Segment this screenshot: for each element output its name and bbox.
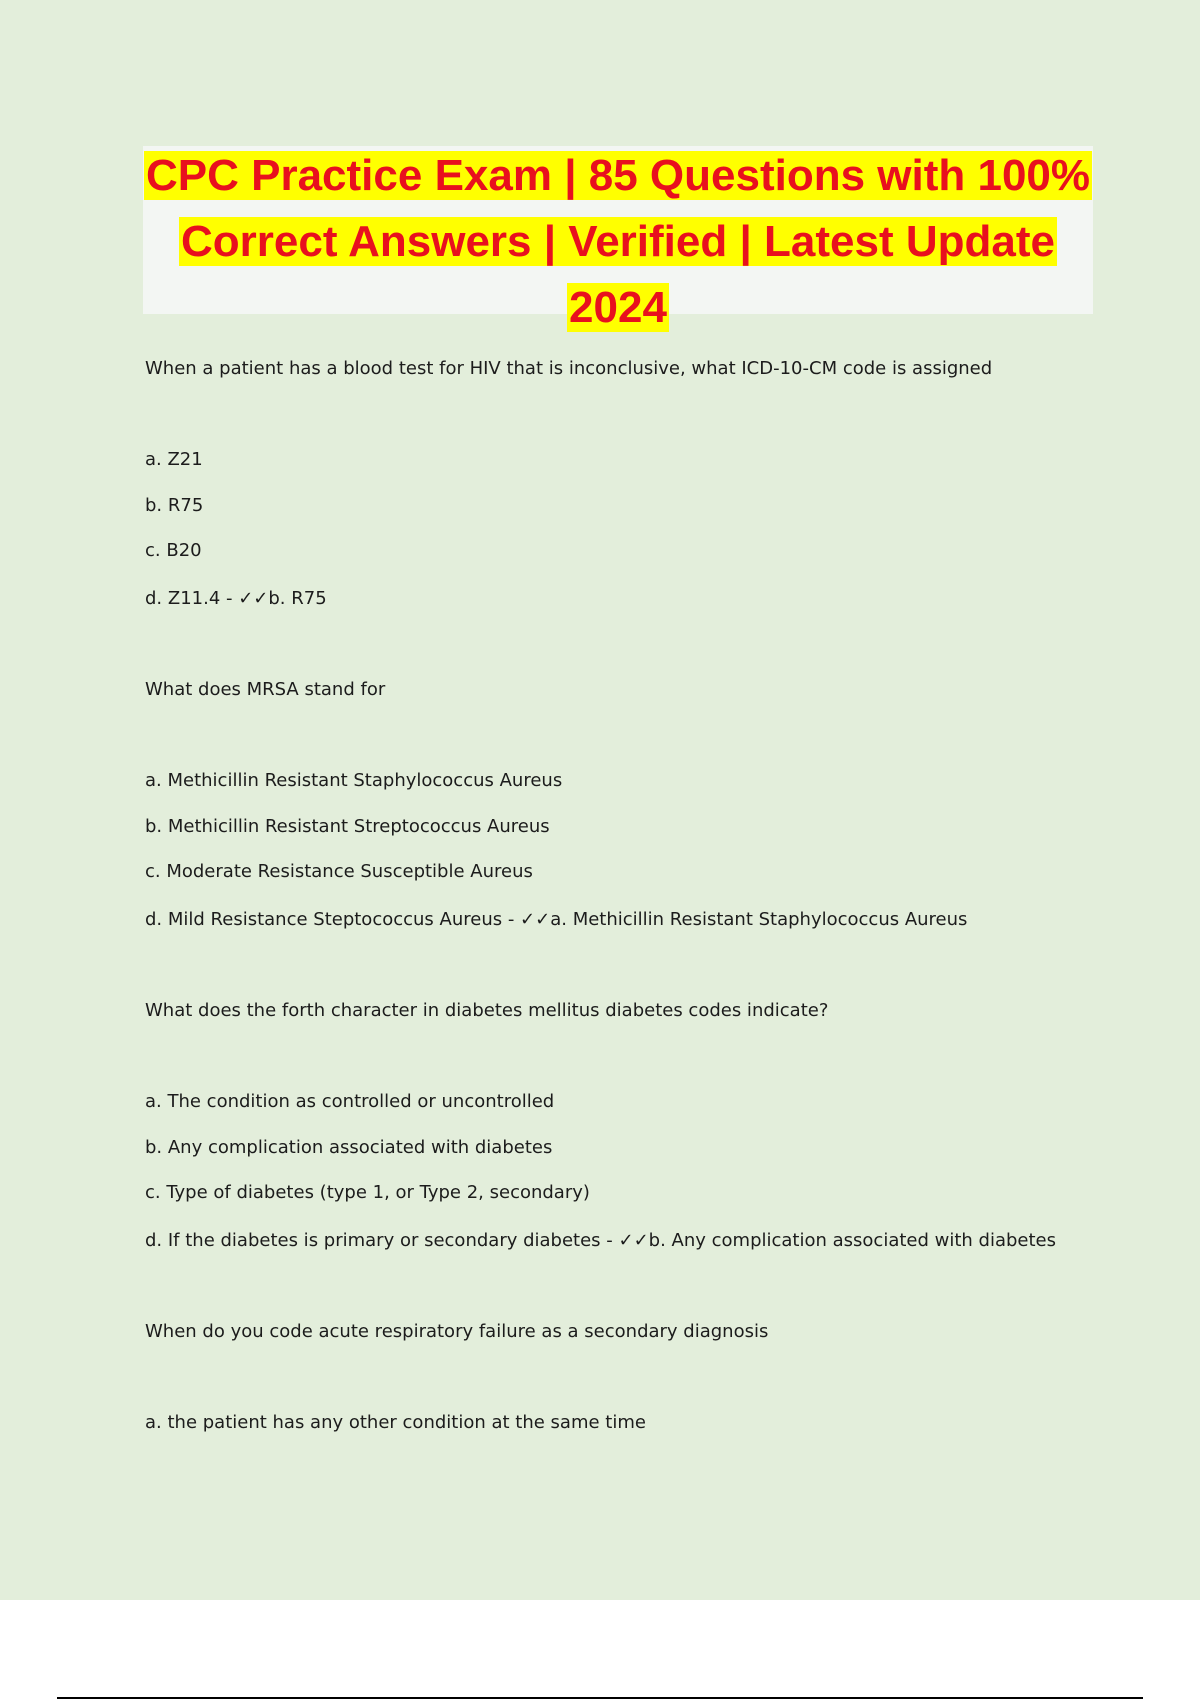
answer-option: a. the patient has any other condition at the same time [145,1412,646,1433]
question-text: What does MRSA stand for [145,679,386,700]
question-text: When a patient has a blood test for HIV that is inconclusive, what ICD-10-CM code is assigned [145,358,993,379]
document-title: CPC Practice Exam | 85 Questions with 100% Correct Answers | Verified | Latest Update 2024 [145,151,1091,332]
answer-option: a. Z21 [145,449,203,470]
answer-option: a. Methicillin Resistant Staphylococcus Aureus [145,770,563,791]
question-text: When do you code acute respiratory failure as a secondary diagnosis [145,1321,769,1342]
answer-option: b. Any complication associated with diabetes [145,1137,553,1158]
answer-option: b. R75 [145,495,204,516]
footer-divider [57,1697,1143,1699]
answer-option: c. Type of diabetes (type 1, or Type 2, secondary) [145,1182,590,1203]
answer-option: c. Moderate Resistance Susceptible Aureus [145,861,533,882]
answer-option-with-answer: d. If the diabetes is primary or secondary diabetes - ✓✓b. Any complication associated with diabetes [145,1230,1057,1251]
answer-option: a. The condition as controlled or uncontrolled [145,1091,555,1112]
title-box [143,146,1093,332]
answer-option: c. B20 [145,540,202,561]
answer-option-with-answer: d. Z11.4 - ✓✓b. R75 [145,588,327,609]
answer-option: b. Methicillin Resistant Streptococcus Aureus [145,816,550,837]
question-text: What does the forth character in diabetes mellitus diabetes codes indicate? [145,1000,829,1021]
answer-option-with-answer: d. Mild Resistance Steptococcus Aureus - ✓✓a. Methicillin Resistant Staphylococcus Aureus [145,909,968,930]
